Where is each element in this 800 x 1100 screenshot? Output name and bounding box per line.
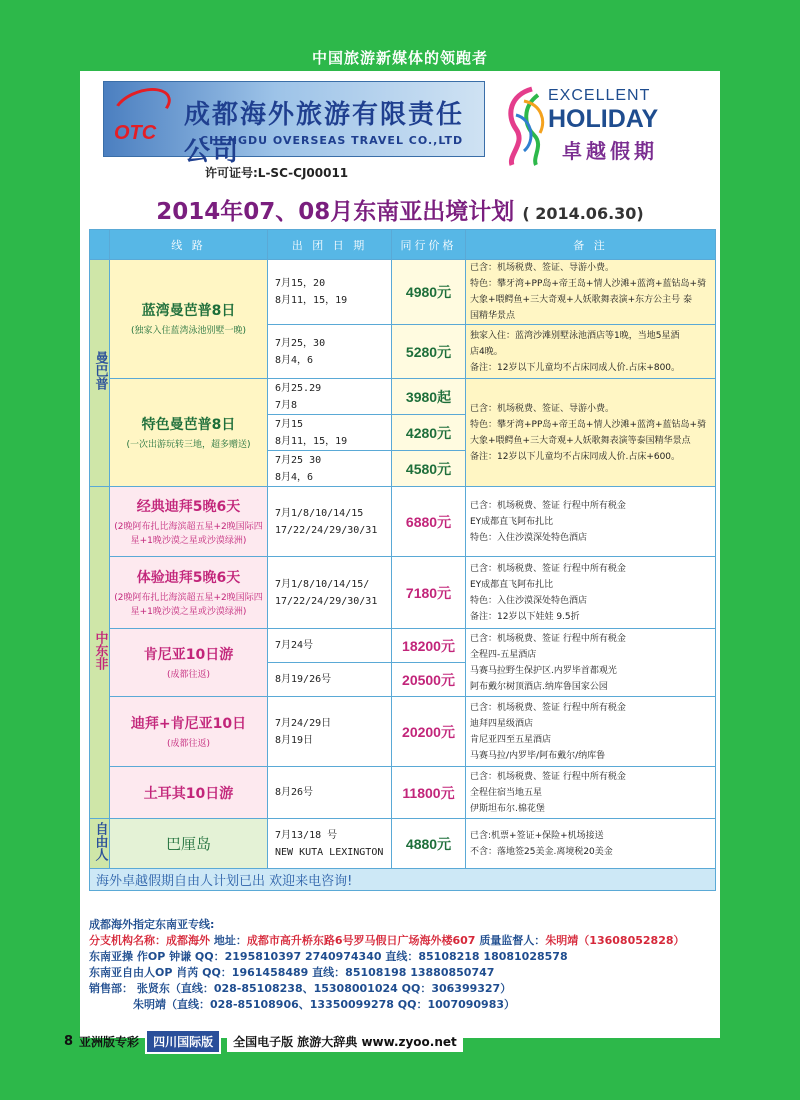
note-line: 备注：12岁以下儿童均不占床同成人价.占床+600。 — [470, 451, 681, 462]
notes-cell — [466, 260, 716, 325]
itinerary-table — [89, 229, 716, 891]
table-row — [90, 767, 716, 819]
contact-sales-row — [89, 981, 715, 997]
note-line: 大象+喂鳄鱼+三大奇观+人妖歌舞表演+东方公主号 泰 — [470, 295, 693, 305]
dates-cell — [268, 260, 392, 325]
notes-cell — [466, 697, 716, 767]
plan-date: ( 2014.06.30) — [522, 204, 644, 223]
dates-cell — [268, 819, 392, 869]
route-sub: (独家入住蓝湾泳池别墅一晚) — [130, 326, 247, 336]
note-line: 全程四-五星酒店 — [470, 649, 537, 660]
company-name-en: CHENGDU OVERSEAS TRAVEL CO.,LTD — [200, 134, 464, 147]
flyer-page — [80, 71, 720, 1038]
note-line: 已含：机场税费、签证 行程中所有税金 — [470, 633, 626, 644]
note-line: 全程住宿当地五星 — [470, 787, 543, 798]
branch-value: 成都海外 — [166, 934, 210, 947]
note-line: 大象+喂鳄鱼+三大奇观+人妖歌舞表演等泰国精华景点 — [470, 435, 691, 446]
address-value: 成都市高升桥东路6号罗马假日广场海外楼607 — [246, 934, 476, 947]
table-row — [90, 697, 716, 767]
route-name: 迪拜+肯尼亚10日 — [130, 715, 247, 732]
note-line: 独家入住：蓝湾沙滩别墅泳池酒店等1晚，当地5星酒 — [470, 330, 680, 341]
qc-label: 质量监督人： — [479, 934, 546, 947]
note-line: EY成都直飞阿布扎比 — [470, 516, 554, 527]
route-name: 蓝湾曼芭普8日 — [141, 303, 236, 319]
note-line: 特色：攀牙湾+PP岛+帝王岛+情人沙滩+蓝湾+蓝钻岛+骑 — [470, 419, 707, 430]
date-line: 8月26号 — [275, 787, 314, 798]
price-cell: 5280元 — [392, 325, 466, 379]
branch-label: 分支机构名称： — [89, 934, 166, 947]
route-name: 巴厘岛 — [165, 835, 211, 853]
notes-cell — [466, 487, 716, 557]
note-line: 已含：机场税费、签证、导游小费。 — [470, 263, 615, 273]
date-line: 17/22/24/29/30/31 — [275, 595, 378, 607]
price-cell: 4580元 — [392, 451, 466, 487]
route-name: 特色曼芭普8日 — [141, 416, 236, 433]
date-line: 7月25，30 — [275, 337, 326, 349]
header-corner — [90, 230, 110, 260]
note-line: 马赛马拉/内罗毕/阿布戴尔/纳库鲁 — [470, 750, 606, 761]
contact-op-row — [89, 949, 715, 965]
date-line: 7月1/8/10/14/15 — [275, 507, 364, 519]
dates-cell — [268, 629, 392, 663]
table-row — [90, 819, 716, 869]
route-name: 体验迪拜5晚6天 — [136, 569, 241, 586]
dates-cell — [268, 487, 392, 557]
region-free — [90, 819, 110, 869]
route-cell — [110, 260, 268, 379]
table-header-row — [90, 230, 716, 260]
route-sub: (成都往返) — [166, 669, 211, 680]
date-line: 6月25.29 — [275, 382, 322, 394]
price-cell: 6880元 — [392, 487, 466, 557]
route-sub: (一次出游玩转三地，超多赠送) — [126, 439, 251, 450]
notes-cell — [466, 325, 716, 379]
sales-label: 销售部： — [89, 982, 133, 995]
note-line: 肯尼亚四至五星酒店 — [470, 734, 552, 745]
section-label: 亚洲版专彩 — [79, 1034, 140, 1049]
note-line: 备注：12岁以下儿童均不占床同成人价.占床+800。 — [470, 362, 681, 373]
note-line: 不含：落地签25美金.离境税20美金 — [470, 846, 613, 857]
address-label: 地址： — [213, 934, 247, 947]
table-row — [90, 260, 716, 325]
note-line: 已含：机场税费、签证 行程中所有税金 — [470, 702, 626, 713]
company-logo-banner — [103, 81, 485, 167]
contact-title: 成都海外指定东南亚专线: — [89, 918, 215, 931]
region-me-label: 中东非 — [92, 630, 108, 670]
plan-title-text: 2014年07、08月东南亚出境计划 — [156, 199, 515, 225]
note-line: EY成都直飞阿布扎比 — [470, 579, 554, 590]
price-cell: 3980起 — [392, 379, 466, 415]
op2-label: 东南亚自由人OP — [89, 966, 173, 979]
license-number: 许可证号:L-SC-CJ00011 — [205, 166, 349, 180]
dates-cell — [268, 697, 392, 767]
op2-value: 肖芮 QQ：1961458489 直线：85108198 13880850747 — [176, 966, 495, 979]
route-sub: (2晚阿布扎比海滨超五星+2晚国际四星+1晚沙漠之星或沙漠绿洲) — [114, 592, 263, 617]
dates-cell — [268, 663, 392, 697]
note-line: 特色：攀牙湾+PP岛+帝王岛+情人沙滩+蓝湾+蓝钻岛+骑 — [470, 279, 707, 289]
route-cell — [110, 819, 268, 869]
price-cell: 18200元 — [392, 629, 466, 663]
route-cell — [110, 557, 268, 629]
dates-cell — [268, 325, 392, 379]
date-line: 7月8 — [275, 399, 298, 411]
price-cell: 11800元 — [392, 767, 466, 819]
date-line: 7月15 — [275, 418, 304, 430]
dates-cell — [268, 415, 392, 451]
region-free-label: 自由人 — [92, 821, 108, 861]
dates-cell — [268, 767, 392, 819]
note-line: 已含：机场税费、签证 行程中所有税金 — [470, 500, 626, 511]
note-line: 备注：12岁以下娃娃 9.5折 — [470, 611, 580, 622]
note-line: 已含：机场税费、签证、导游小费。 — [470, 403, 615, 414]
brand-line3: 卓越假期 — [562, 139, 658, 163]
date-line: 8月4，6 — [275, 354, 314, 366]
table-row — [90, 487, 716, 557]
date-line: 7月1/8/10/14/15/ — [275, 578, 370, 590]
date-line: 7月15，20 — [275, 278, 326, 289]
route-cell — [110, 379, 268, 487]
note-line: 迪拜四星级酒店 — [470, 718, 534, 729]
dates-cell — [268, 557, 392, 629]
date-line: 7月24/29日 — [275, 717, 332, 729]
op1-value: 作OP 钟谦 QQ：2195810397 2740974340 直线：85108218 18081028578 — [136, 950, 568, 963]
note-line: 已含：机场税费、签证 行程中所有税金 — [470, 771, 626, 782]
route-cell — [110, 487, 268, 557]
date-line: 8月4，6 — [275, 471, 314, 483]
table-footer-row — [90, 869, 716, 891]
otc-logo: OTC — [114, 122, 157, 144]
region-sea-label: 曼巴普 — [92, 351, 108, 390]
edition-info — [227, 1031, 463, 1052]
price-cell: 7180元 — [392, 557, 466, 629]
region-me — [90, 487, 110, 819]
price-cell: 4880元 — [392, 819, 466, 869]
site-url[interactable]: www.zyoo.net — [361, 1034, 457, 1049]
top-slogan: 中国旅游新媒体的领跑者 — [311, 49, 488, 67]
route-cell — [110, 629, 268, 697]
table-row — [90, 629, 716, 663]
page-number: 8 — [64, 1033, 74, 1049]
date-line: 8月11，15，19 — [275, 435, 348, 447]
notes-cell — [466, 557, 716, 629]
price-cell: 20200元 — [392, 697, 466, 767]
price-cell: 20500元 — [392, 663, 466, 697]
edition-pill: 四川国际版 — [145, 1029, 221, 1054]
route-name: 土耳其10日游 — [143, 785, 234, 802]
contact-branch-row — [89, 933, 715, 949]
dates-cell — [268, 451, 392, 487]
region-sea — [90, 260, 110, 487]
brand-swirl-icon — [502, 85, 552, 169]
route-name: 肯尼亚10日游 — [143, 646, 234, 663]
notes-cell — [466, 767, 716, 819]
note-line: 特色：入住沙漠深处特色酒店 — [470, 532, 588, 543]
date-line: 8月11，15，19 — [275, 295, 348, 306]
excellent-holiday-logo — [502, 81, 702, 169]
contact-sales2-row — [89, 997, 715, 1013]
note-line: 已含:机票+签证+保险+机场接送 — [470, 830, 604, 841]
note-line: 阿布戴尔树顶酒店.纳库鲁国家公园 — [470, 681, 608, 692]
notes-cell — [466, 629, 716, 697]
table-footer: 海外卓越假期自由人计划已出 欢迎来电咨询! — [90, 869, 716, 891]
route-name: 经典迪拜5晚6天 — [136, 498, 241, 515]
route-sub: (成都往返) — [166, 738, 211, 749]
sales2-value: 朱明靖（直线：028-85108906、13350099278 QQ：1007090983） — [133, 998, 516, 1011]
dates-cell — [268, 379, 392, 415]
note-line: 国精华景点 — [470, 311, 516, 321]
plan-title — [80, 193, 720, 226]
header-dates: 出 团 日 期 — [268, 230, 392, 260]
date-line: 8月19日 — [275, 734, 314, 746]
table-row — [90, 557, 716, 629]
edition-text: 全国电子版 旅游大辞典 — [233, 1034, 358, 1049]
route-cell — [110, 767, 268, 819]
header-route: 线 路 — [110, 230, 268, 260]
date-line: 7月13/18 号 — [275, 829, 338, 841]
op1-label: 东南亚操 — [89, 950, 133, 963]
date-line: 7月25 30 — [275, 454, 322, 466]
contact-block — [89, 917, 715, 1013]
header-notes: 备 注 — [466, 230, 716, 260]
date-line: 7月24号 — [275, 640, 314, 651]
sales1-value: 张贤东（直线：028-85108238、15308001024 QQ：306399327） — [136, 982, 512, 995]
route-cell — [110, 697, 268, 767]
table-row — [90, 379, 716, 415]
date-line: NEW KUTA LEXINGTON — [275, 846, 384, 858]
brand-line2: HOLIDAY — [548, 105, 659, 133]
price-cell: 4280元 — [392, 415, 466, 451]
contact-op2-row — [89, 965, 715, 981]
date-line: 8月19/26号 — [275, 674, 332, 685]
date-line: 17/22/24/29/30/31 — [275, 524, 378, 536]
note-line: 已含：机场税费、签证 行程中所有税金 — [470, 563, 626, 574]
bottom-bar — [64, 1029, 463, 1053]
price-cell: 4980元 — [392, 260, 466, 325]
note-line: 伊斯坦布尔.棉花堡 — [470, 803, 545, 814]
brand-line1: EXCELLENT — [548, 87, 651, 104]
qc-value: 朱明靖（13608052828） — [545, 934, 685, 947]
note-line: 特色：入住沙漠深处特色酒店 — [470, 595, 588, 606]
route-sub: (2晚阿布扎比海滨超五星+2晚国际四星+1晚沙漠之星或沙漠绿洲) — [114, 521, 263, 546]
notes-cell — [466, 379, 716, 487]
notes-cell — [466, 819, 716, 869]
note-line: 店4晚。 — [470, 346, 503, 357]
note-line: 马赛马拉野生保护区.内罗毕首都观光 — [470, 665, 617, 676]
header-price: 同行价格 — [392, 230, 466, 260]
company-name-cn: 成都海外旅游有限责任公司 — [184, 100, 465, 167]
